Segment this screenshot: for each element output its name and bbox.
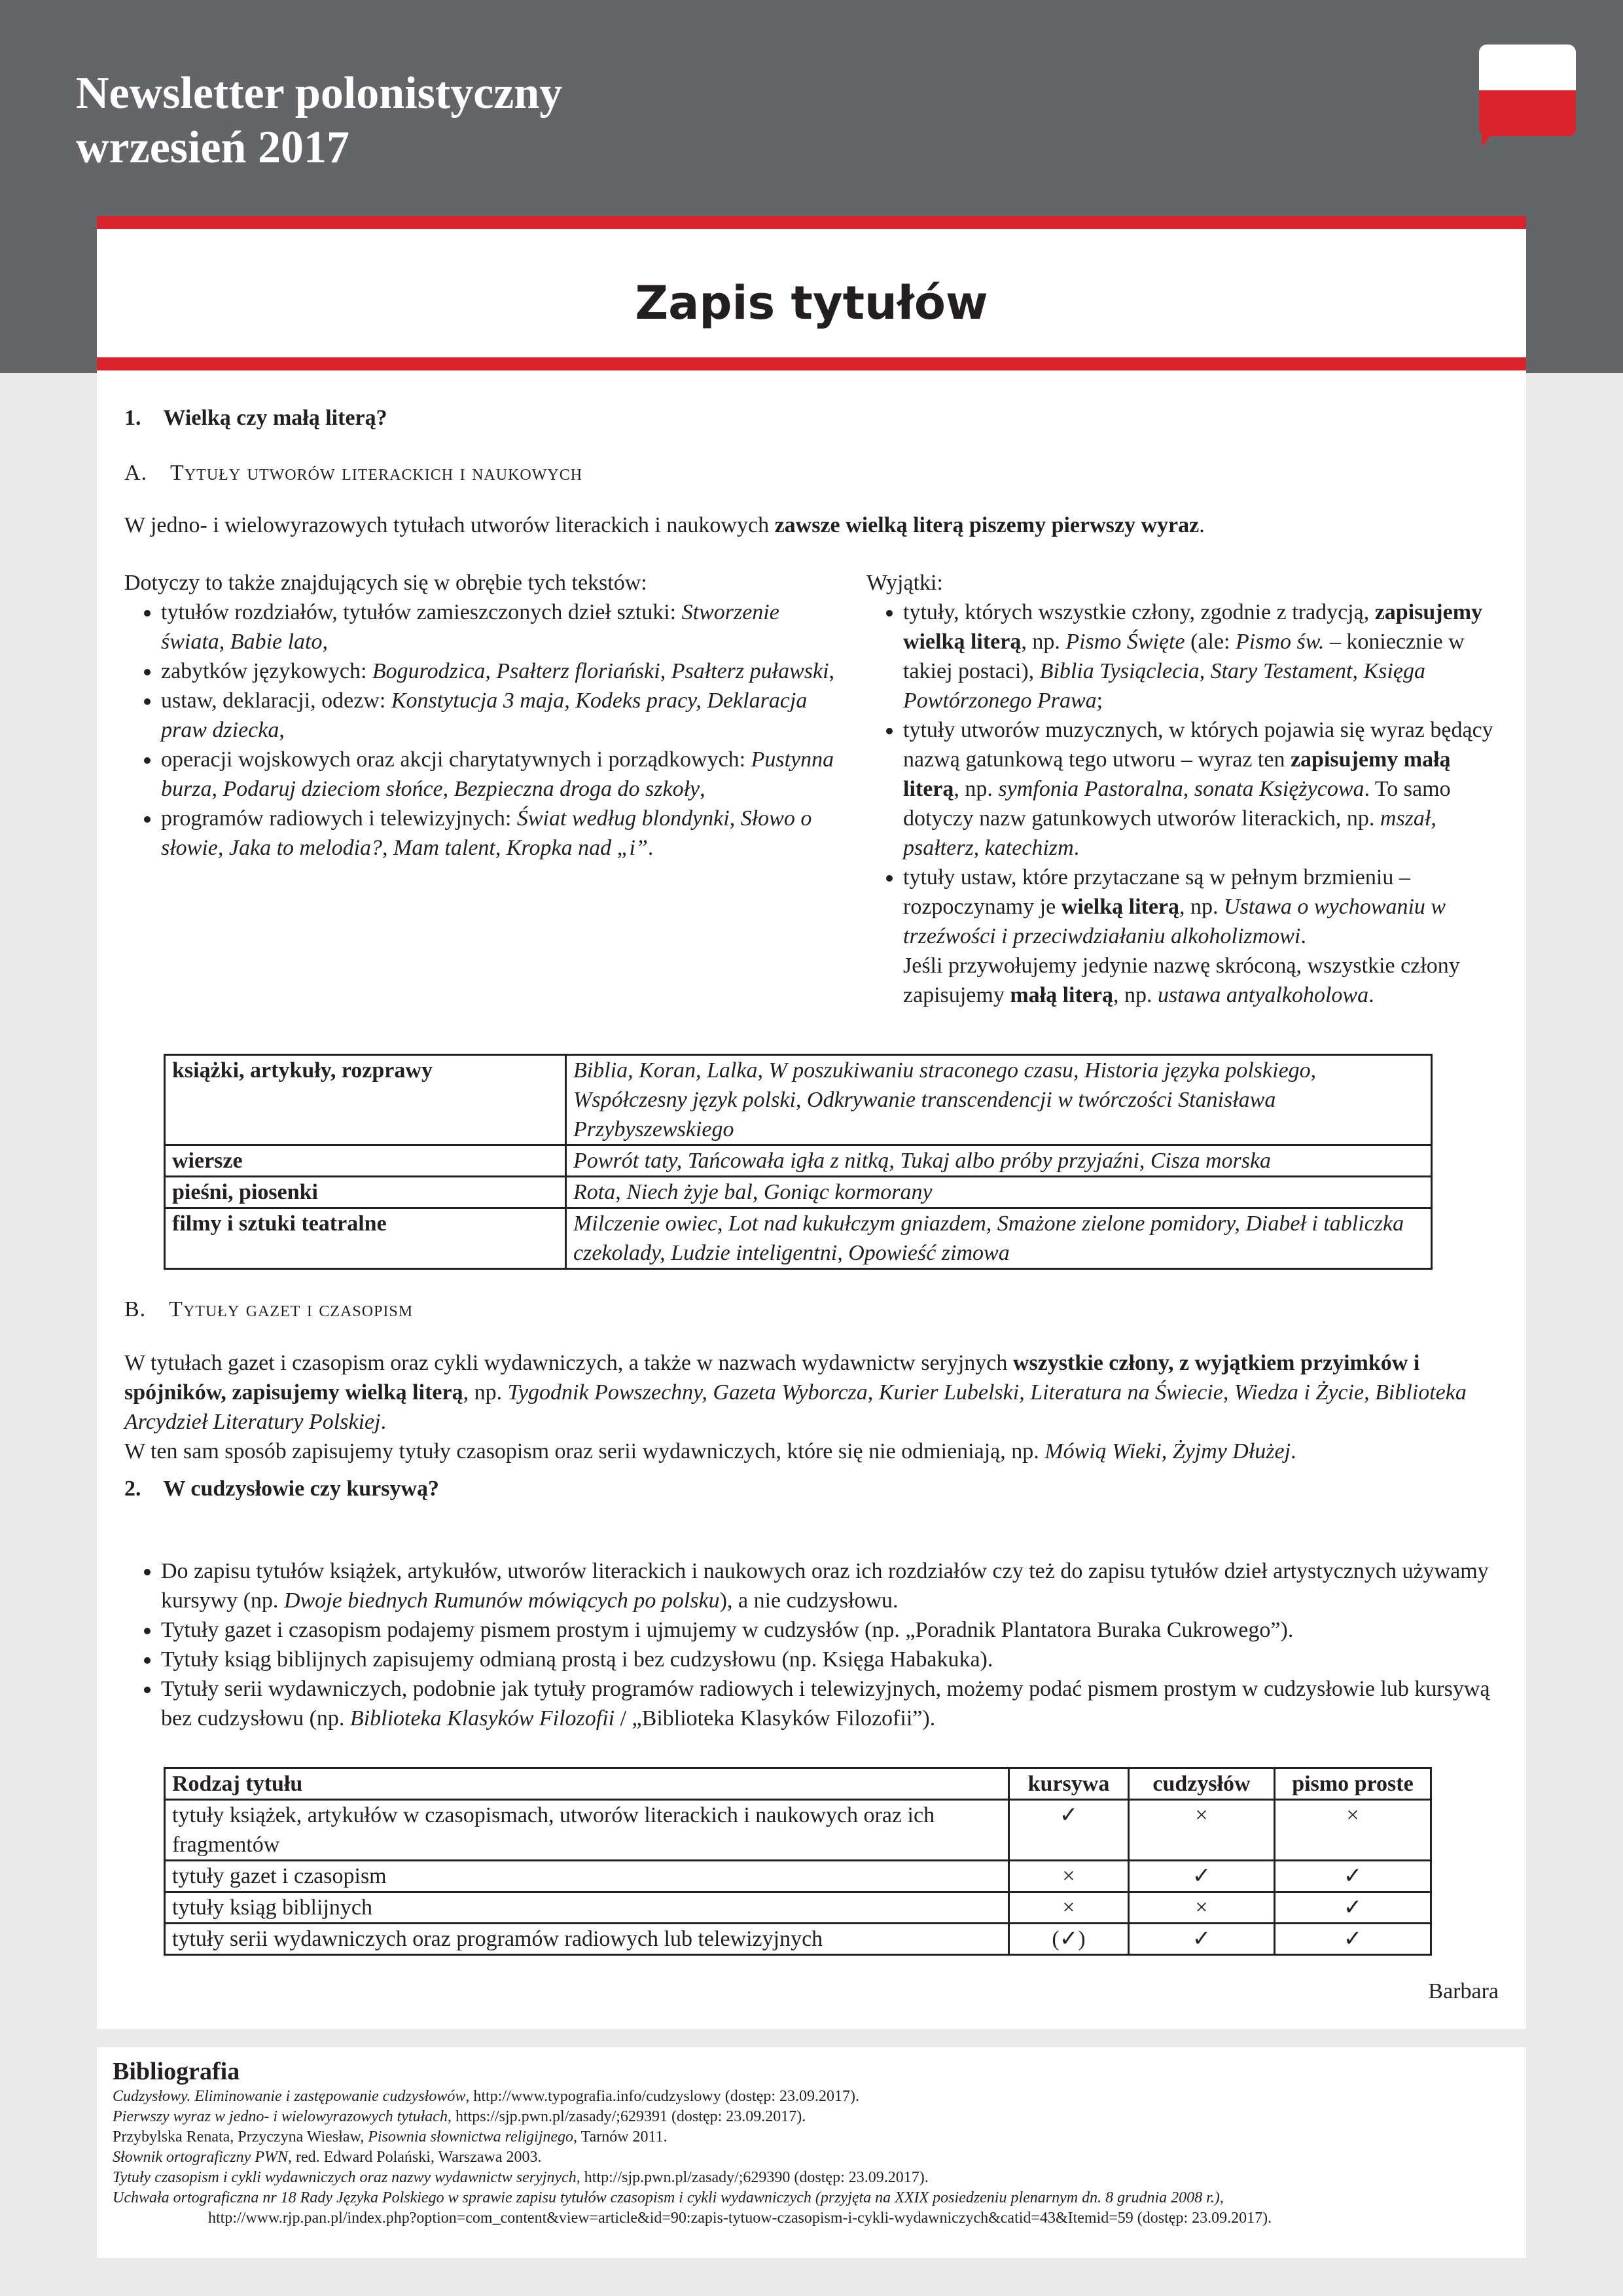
col-header-italic: kursywa — [1009, 1768, 1129, 1800]
content-panel — [97, 370, 1526, 2029]
newsletter-title — [76, 67, 562, 175]
mark-cell: (✓) — [1009, 1924, 1129, 1955]
section2-heading: 2. W cudzysłowie czy kursywą? — [124, 1477, 440, 1501]
mark-cell: × — [1129, 1800, 1275, 1861]
list-item: • Do zapisu tytułów książek, artykułów, utworów literackich i naukowych oraz ich rozdziałów czy też do zapisu tytułów dzieł artystycznych używamy kursywy (np. Dwoje biednych Rumunów mówiących po polsku), a nie cudzysłowu. — [161, 1556, 1499, 1615]
mark-cell: ✓ — [1275, 1892, 1431, 1924]
table-row: filmy i sztuki teatralne Milczenie owiec, Lot nad kukułczym gniazdem, Smażone zielone pomidory, Diabeł i tabliczka czekolady, Ludzie inteligentni, Opowieść zimowa — [165, 1208, 1432, 1269]
subsection-b-heading: B. Tytuły gazet i czasopism — [124, 1297, 414, 1321]
mark-cell: ✓ — [1129, 1924, 1275, 1955]
list-item: • ustaw, deklaracji, odezw: Konstytucja 3 maja, Kodeks pracy, Deklaracja praw dziecka, — [161, 686, 844, 745]
bibliography — [113, 2056, 1520, 2229]
bibliography-item: Tytuły czasopism i cykli wydawniczych oraz nazwy wydawnictw seryjnych, http://sjp.pwn.pl/zasady/;629390 (dostęp: 23.09.2017). — [113, 2169, 929, 2186]
list-item: • operacji wojskowych oraz akcji charytatywnych i porządkowych: Pustynna burza, Podaruj dzieciom słońce, Bezpieczna droga do szkoły, — [161, 745, 844, 804]
right-lead: Wyjątki: — [866, 571, 943, 595]
bibliography-item: Cudzysłowy. Eliminowanie i zastępowanie cudzysłowów, http://www.typografia.info/cudzyslowy (dostęp: 23.09.2017). — [113, 2088, 860, 2105]
col-header-plain: pismo proste — [1275, 1768, 1431, 1800]
col-header-type: Rodzaj tytułu — [165, 1768, 1009, 1800]
newsletter-date: wrzesień 2017 — [76, 122, 349, 173]
examples-table — [164, 1054, 1433, 1270]
mark-cell: ✓ — [1275, 1924, 1431, 1955]
bibliography-panel — [97, 2047, 1526, 2258]
bibliography-item: Pierwszy wyraz w jedno- i wielowyrazowych tytułach, https://sjp.pwn.pl/zasady/;629391 (dostęp: 23.09.2017). — [113, 2108, 806, 2125]
subsection-b-paragraph: W ten sam sposób zapisujemy tytuły czasopism oraz serii wydawniczych, które się nie odmieniają, np. Mówią Wieki, Żyjmy Dłużej. — [124, 1439, 1296, 1463]
list-item: • tytułów rozdziałów, tytułów zamieszczonych dzieł sztuki: Stworzenie świata, Babie lato, — [161, 598, 844, 656]
right-column — [866, 568, 1499, 1010]
subsection-b-text — [124, 1348, 1499, 1466]
table-row: tytuły książek, artykułów w czasopismach, utworów literackich i naukowych oraz ich fragmentów ✓ × × — [165, 1800, 1431, 1861]
bibliography-title: Bibliografia — [113, 2058, 240, 2085]
intro-bold: zawsze wielką literą piszemy pierwszy wyraz — [774, 513, 1200, 537]
list-item: • tytuły ustaw, które przytaczane są w pełnym brzmieniu – rozpoczynamy je wielką literą, np. Ustawa o wychowaniu w trzeźwości i przeciwdziałaniu alkoholizmowi. Jeśli przywołujemy jedynie nazwę skróconą, wszystkie człony zapisujemy małą literą, np. ustawa antyalkoholowa. — [903, 863, 1499, 1010]
formatting-table — [164, 1767, 1432, 1956]
col-header-quotes: cudzysłów — [1129, 1768, 1275, 1800]
table-row: pieśni, piosenki Rota, Niech żyje bal, Goniąc kormorany — [165, 1177, 1432, 1208]
polish-flag-icon — [1479, 45, 1576, 147]
table-row: książki, artykuły, rozprawy Biblia, Koran, Lalka, W poszukiwaniu straconego czasu, Historia języka polskiego, Współczesny język polski, Odkrywanie transcendencji w twórczości Stanisława Przybyszewskiego — [165, 1055, 1432, 1145]
list-item: • tytuły utworów muzycznych, w których pojawia się wyraz będący nazwą gatunkową tego utworu – wyraz ten zapisujemy małą literą, np. symfonia Pastoralna, sonata Księżycowa. To samo dotyczy nazw gatunkowych utworów literackich, np. mszał, psałterz, katechizm. — [903, 715, 1499, 863]
list-item: • Tytuły ksiąg biblijnych zapisujemy odmianą prostą i bez cudzysłowu (np. Księga Habakuka). — [161, 1645, 1499, 1674]
table-row: tytuły ksiąg biblijnych × × ✓ — [165, 1892, 1431, 1924]
left-list — [124, 598, 844, 863]
table-row: tytuły gazet i czasopism × ✓ ✓ — [165, 1861, 1431, 1892]
section1-intro — [124, 511, 1499, 540]
mark-cell: ✓ — [1009, 1800, 1129, 1861]
section1-heading: 1. Wielką czy małą literą? — [124, 406, 387, 430]
mark-cell: ✓ — [1129, 1861, 1275, 1892]
subsection-b-paragraph: W tytułach gazet i czasopism oraz cykli wydawniczych, a także w nazwach wydawnictw seryjnych wszystkie człony, z wyjątkiem przyimków i spójników, zapisujemy wielką literą, np. Tygodnik Powszechny, Gazeta Wyborcza, Kurier Lubelski, Literatura na Świecie, Wiedza i Życie, Biblioteka Arcydzieł Literatury Polskiej. — [124, 1351, 1467, 1434]
list-item: • programów radiowych i telewizyjnych: Świat według blondynki, Słowo o słowie, Jaka to melodia?, Mam talent, Kropka nad „i”. — [161, 804, 844, 863]
bibliography-item: Uchwała ortograficzna nr 18 Rady Języka Polskiego w sprawie zapisu tytułów czasopism i cykli wydawniczych (przyjęta na XXIX posiedzeniu plenarnym dn. 8 grudnia 2008 r.), — [113, 2189, 1224, 2206]
mark-cell: ✓ — [1275, 1861, 1431, 1892]
table-row: tytuły serii wydawniczych oraz programów radiowych lub telewizyjnych (✓) ✓ ✓ — [165, 1924, 1431, 1955]
author-signature: Barbara — [1428, 1979, 1499, 2003]
bibliography-item: Słownik ortograficzny PWN, red. Edward Polański, Warszawa 2003. — [113, 2149, 542, 2166]
mark-cell: × — [1009, 1892, 1129, 1924]
page-title: Zapis tytułów — [635, 276, 988, 330]
section2-list — [124, 1556, 1499, 1733]
left-lead: Dotyczy to także znajdujących się w obrębie tych tekstów: — [124, 571, 647, 595]
bibliography-link: http://www.rjp.pan.pl/index.php?option=com_content&view=article&id=90:zapis-tytuow-czasopism-i-cykli-wydawniczych&catid=43&Itemid=59 (dostęp: 23.09.2017). — [208, 2210, 1272, 2227]
mark-cell: × — [1275, 1800, 1431, 1861]
newsletter-title-line1: Newsletter polonistyczny — [76, 68, 563, 118]
intro-end: . — [1199, 513, 1205, 537]
list-item: • Tytuły serii wydawniczych, podobnie jak tytuły programów radiowych i telewizyjnych, możemy podać pismem prostym w cudzysłowie lub kursywą bez cudzysłowu (np. Biblioteka Klasyków Filozofii / „Biblioteka Klasyków Filozofii”). — [161, 1674, 1499, 1733]
list-item: • Tytuły gazet i czasopism podajemy pismem prostym i ujmujemy w cudzysłów (np. „Poradnik Plantatora Buraka Cukrowego”). — [161, 1615, 1499, 1645]
list-item: • tytuły, których wszystkie człony, zgodnie z tradycją, zapisujemy wielką literą, np. Pismo Święte (ale: Pismo św. – koniecznie w takiej postaci), Biblia Tysiąclecia, Stary Testament, Księga Powtórzonego Prawa; — [903, 598, 1499, 715]
title-card — [97, 216, 1526, 370]
subsection-a-heading: A. Tytuły utworów literackich i naukowych — [124, 461, 583, 485]
list-item: • zabytków językowych: Bogurodzica, Psałterz floriański, Psałterz puławski, — [161, 656, 844, 686]
mark-cell: × — [1009, 1861, 1129, 1892]
bibliography-item: Przybylska Renata, Przyczyna Wiesław, Pisownia słownictwa religijnego, Tarnów 2011. — [113, 2128, 668, 2145]
mark-cell: × — [1129, 1892, 1275, 1924]
intro-text: W jedno- i wielowyrazowych tytułach utworów literackich i naukowych — [124, 513, 775, 537]
exceptions-list — [866, 598, 1499, 1010]
table-header-row — [165, 1768, 1431, 1800]
table-row: wiersze Powrót taty, Tańcowała igła z nitką, Tukaj albo próby przyjaźni, Cisza morska — [165, 1145, 1432, 1177]
left-column — [124, 568, 844, 863]
